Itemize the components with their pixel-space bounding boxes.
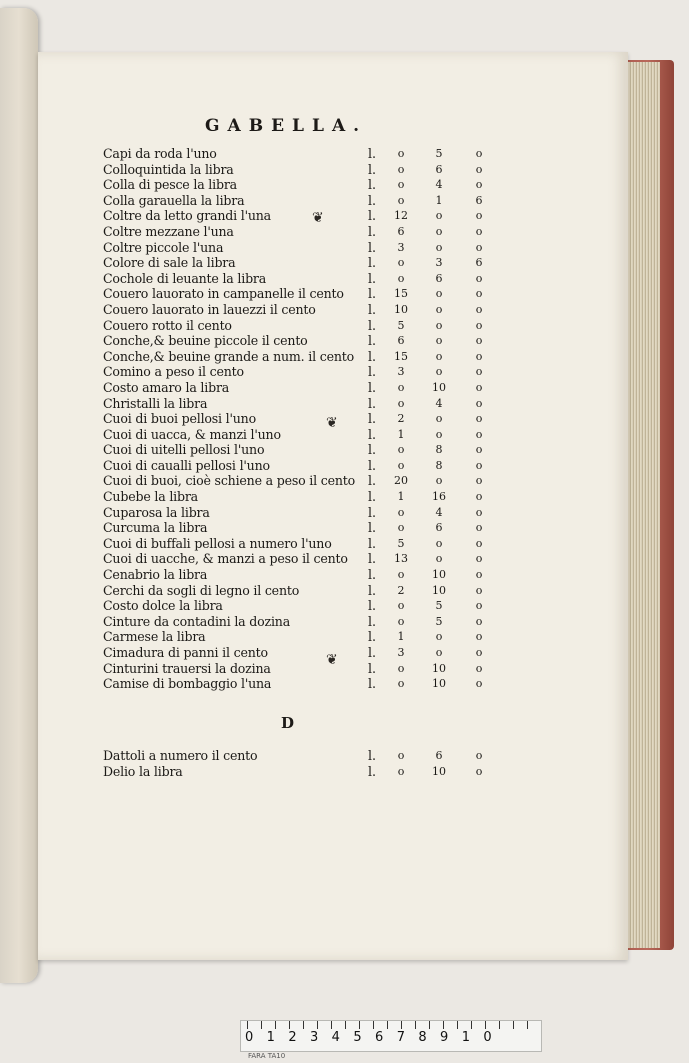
value-denari: o [475,505,483,519]
libra-mark: l. [368,255,377,271]
value-lire: 13 [394,552,408,566]
libra-mark: l. [368,223,377,239]
value-denari: o [475,147,483,160]
value-lire: 12 [394,209,408,223]
entry-name: Costo dolce la libra [103,598,223,614]
ruler-ticks [247,1021,535,1029]
value-lire: o [397,661,405,675]
value-lire: o [397,677,405,691]
value-lire: 5 [397,536,405,550]
libra-mark: l. [368,504,377,520]
value-soldi: 1 [435,193,443,207]
libra-mark: l. [368,177,377,193]
ledger-row [103,208,493,224]
value-denari: o [475,521,483,535]
libra-mark: l. [368,395,377,411]
value-lire: o [397,147,405,160]
value-denari: o [475,271,483,285]
libra-mark: l. [368,520,377,536]
libra-mark: l. [368,457,377,473]
libra-mark: l. [368,317,377,333]
value-denari: o [475,178,483,192]
entry-name: Cuoi di uacca, & manzi l'uno [103,426,281,442]
libra-mark: l. [368,645,377,660]
value-lire: 3 [397,365,405,379]
value-soldi: 4 [435,396,443,410]
value-lire: o [397,505,405,519]
libra-mark: l. [368,364,377,380]
entry-name: Cuoi di buoi pellosi l'uno [103,411,256,427]
entry-name: Couero rotto il cento [103,317,232,333]
libra-mark: l. [368,489,377,505]
ledger-row [103,271,493,287]
value-soldi: o [435,552,443,566]
entry-name: Cuoi di uacche, & manzi a peso il cento [103,551,348,567]
ledger-row [103,505,493,521]
value-lire: 2 [397,412,405,426]
value-soldi: 4 [435,505,443,519]
value-lire: o [397,599,405,613]
entry-name: Colloquintida la libra [103,161,234,177]
libra-mark: l. [368,286,377,302]
entry-name: Cochole di leuante la libra [103,270,267,286]
ledger-row [103,396,493,412]
value-soldi: o [435,224,443,238]
libra-mark: l. [368,239,377,255]
ledger-row [103,224,493,240]
value-soldi: 6 [435,271,443,285]
libra-mark: l. [368,551,377,567]
ledger-row [103,318,493,334]
ledger-row [103,193,493,209]
value-soldi: o [435,427,443,441]
ledger-row [103,458,493,474]
ink-blot-icon: ❦ [326,415,338,431]
entry-name: Cuoi di buoi, cioè schiene a peso il cento [103,473,356,489]
ink-blot-icon: ❦ [326,652,338,668]
value-lire: o [397,271,405,285]
value-soldi: o [435,646,443,659]
ledger-row [103,240,493,256]
libra-mark: l. [368,411,377,427]
entry-name: Cimadura di panni il cento [103,645,268,660]
value-denari: o [475,224,483,238]
value-lire: o [397,749,405,762]
value-denari: o [475,334,483,348]
value-lire: 2 [397,583,405,597]
libra-mark: l. [368,442,377,458]
value-denari: o [475,162,483,176]
value-soldi: 10 [432,764,446,778]
ledger-row [103,645,493,661]
value-denari: o [475,443,483,457]
value-lire: o [397,458,405,472]
entry-name: Christalli la libra [103,395,208,411]
value-lire: 1 [397,630,405,644]
value-lire: o [397,193,405,207]
libra-mark: l. [368,535,377,551]
entry-name: Cenabrio la libra [103,567,208,583]
entry-name: Conche,& beuine grande a num. il cento [103,348,355,364]
value-soldi: 6 [435,162,443,176]
libra-mark: l. [368,270,377,286]
value-lire: o [397,396,405,410]
value-soldi: o [435,287,443,301]
ledger-row [103,349,493,365]
value-denari: o [475,630,483,644]
ruler-label: FARA TA10 [248,1052,286,1060]
value-denari: o [475,661,483,675]
entry-name: Cuoi di buffali pellosi a numero l'uno [103,535,332,551]
value-lire: 15 [394,287,408,301]
value-soldi: o [435,334,443,348]
value-denari: o [475,209,483,223]
tariff-list-d [103,748,493,779]
ledger-row [103,473,493,489]
value-denari: o [475,552,483,566]
ledger-row [103,255,493,271]
libra-mark: l. [368,567,377,583]
value-soldi: 10 [432,661,446,675]
value-soldi: 10 [432,583,446,597]
ledger-row [103,661,493,677]
ledger-row [103,411,493,427]
tariff-list-c [103,146,493,692]
value-soldi: 5 [435,599,443,613]
value-lire: o [397,256,405,270]
value-lire: 3 [397,646,405,659]
value-denari: o [475,396,483,410]
value-lire: o [397,443,405,457]
ledger-row [103,676,493,692]
value-soldi: 5 [435,147,443,160]
value-denari: o [475,458,483,472]
value-denari: 6 [475,193,483,207]
libra-mark: l. [368,426,377,442]
libra-mark: l. [368,613,377,629]
value-denari: o [475,490,483,504]
entry-name: Coltre da letto grandi l'una [103,208,271,224]
value-denari: o [475,349,483,363]
value-soldi: o [435,536,443,550]
value-soldi: o [435,209,443,223]
ruler-numbers: 012345678910 [245,1030,506,1045]
value-denari: o [475,380,483,394]
entry-name: Colla garauella la libra [103,192,245,208]
value-denari: o [475,646,483,659]
value-soldi: 8 [435,458,443,472]
value-lire: o [397,178,405,192]
entry-name: Cuoi di uitelli pellosi l'uno [103,442,265,458]
value-denari: o [475,599,483,613]
value-lire: o [397,162,405,176]
value-lire: 6 [397,334,405,348]
entry-name: Cinture da contadini la dozina [103,613,291,629]
libra-mark: l. [368,192,377,208]
ledger-row [103,764,493,780]
value-soldi: 5 [435,614,443,628]
value-denari: o [475,318,483,332]
value-denari: o [475,427,483,441]
value-denari: o [475,677,483,691]
libra-mark: l. [368,379,377,395]
ledger-row [103,162,493,178]
libra-mark: l. [368,629,377,645]
ledger-row [103,489,493,505]
ledger-row [103,427,493,443]
ledger-row [103,364,493,380]
ledger-row [103,567,493,583]
value-lire: o [397,614,405,628]
value-soldi: o [435,349,443,363]
entry-name: Curcuma la libra [103,520,208,536]
ledger-row [103,333,493,349]
value-denari: o [475,365,483,379]
entry-name: Cubebe la libra [103,489,198,505]
ledger-row [103,536,493,552]
facing-page-edge [0,8,38,983]
ink-blot-icon: ❦ [312,210,324,226]
value-denari: o [475,749,483,762]
libra-mark: l. [368,582,377,598]
value-denari: o [475,240,483,254]
value-soldi: 10 [432,380,446,394]
value-soldi: 6 [435,521,443,535]
value-denari: o [475,302,483,316]
ledger-row [103,146,493,162]
section-letter-d: D [281,714,295,732]
value-denari: o [475,536,483,550]
ledger-row [103,583,493,599]
entry-name: Comino a peso il cento [103,364,244,380]
libra-mark: l. [368,333,377,349]
libra-mark: l. [368,598,377,614]
entry-name: Dattoli a numero il cento [103,748,258,763]
entry-name: Couero lauorato in lauezzi il cento [103,301,316,317]
value-denari: o [475,764,483,778]
entry-name: Conche,& beuine piccole il cento [103,333,308,349]
entry-name: Capi da roda l'uno [103,146,217,161]
value-lire: o [397,764,405,778]
entry-name: Colla di pesce la libra [103,177,237,193]
ledger-row [103,302,493,318]
libra-mark: l. [368,676,377,692]
value-lire: 1 [397,427,405,441]
value-lire: 20 [394,474,408,488]
value-soldi: 10 [432,568,446,582]
ledger-row [103,442,493,458]
libra-mark: l. [368,348,377,364]
value-soldi: o [435,630,443,644]
value-denari: o [475,287,483,301]
entry-name: Delio la libra [103,763,183,779]
value-lire: 5 [397,318,405,332]
entry-name: Cuparosa la libra [103,504,210,520]
ledger-row [103,748,493,764]
value-soldi: 8 [435,443,443,457]
ledger-row [103,614,493,630]
value-lire: o [397,568,405,582]
value-soldi: 3 [435,256,443,270]
libra-mark: l. [368,146,377,161]
libra-mark: l. [368,473,377,489]
value-soldi: o [435,365,443,379]
ledger-row [103,629,493,645]
libra-mark: l. [368,763,377,779]
ledger-row [103,177,493,193]
value-lire: o [397,380,405,394]
value-soldi: 4 [435,178,443,192]
entry-name: Colore di sale la libra [103,255,236,271]
entry-name: Cuoi di caualli pellosi l'uno [103,457,270,473]
value-denari: o [475,614,483,628]
libra-mark: l. [368,161,377,177]
libra-mark: l. [368,660,377,676]
entry-name: Costo amaro la libra [103,379,230,395]
value-lire: 10 [394,302,408,316]
value-lire: 15 [394,349,408,363]
value-soldi: 10 [432,677,446,691]
ledger-row [103,520,493,536]
scale-ruler [240,1020,542,1052]
ledger-row [103,286,493,302]
value-denari: o [475,583,483,597]
entry-name: Cinturini trauersi la dozina [103,660,271,676]
libra-mark: l. [368,301,377,317]
value-soldi: o [435,412,443,426]
page-heading: GABELLA. [205,116,368,136]
value-denari: o [475,474,483,488]
value-soldi: 6 [435,749,443,762]
entry-name: Coltre piccole l'una [103,239,224,255]
libra-mark: l. [368,208,377,224]
entry-name: Cerchi da sogli di legno il cento [103,582,300,598]
value-soldi: o [435,240,443,254]
value-lire: 1 [397,490,405,504]
ledger-row [103,551,493,567]
entry-name: Carmese la libra [103,629,206,645]
entry-name: Camise di bombaggio l'una [103,676,272,692]
value-lire: 3 [397,240,405,254]
value-denari: 6 [475,256,483,270]
value-denari: o [475,568,483,582]
value-soldi: o [435,474,443,488]
entry-name: Coltre mezzane l'una [103,223,234,239]
value-lire: 6 [397,224,405,238]
value-lire: o [397,521,405,535]
value-soldi: 16 [432,490,446,504]
entry-name: Couero lauorato in campanelle il cento [103,286,344,302]
value-denari: o [475,412,483,426]
value-soldi: o [435,302,443,316]
value-soldi: o [435,318,443,332]
libra-mark: l. [368,748,377,763]
ledger-row [103,380,493,396]
ledger-row [103,598,493,614]
